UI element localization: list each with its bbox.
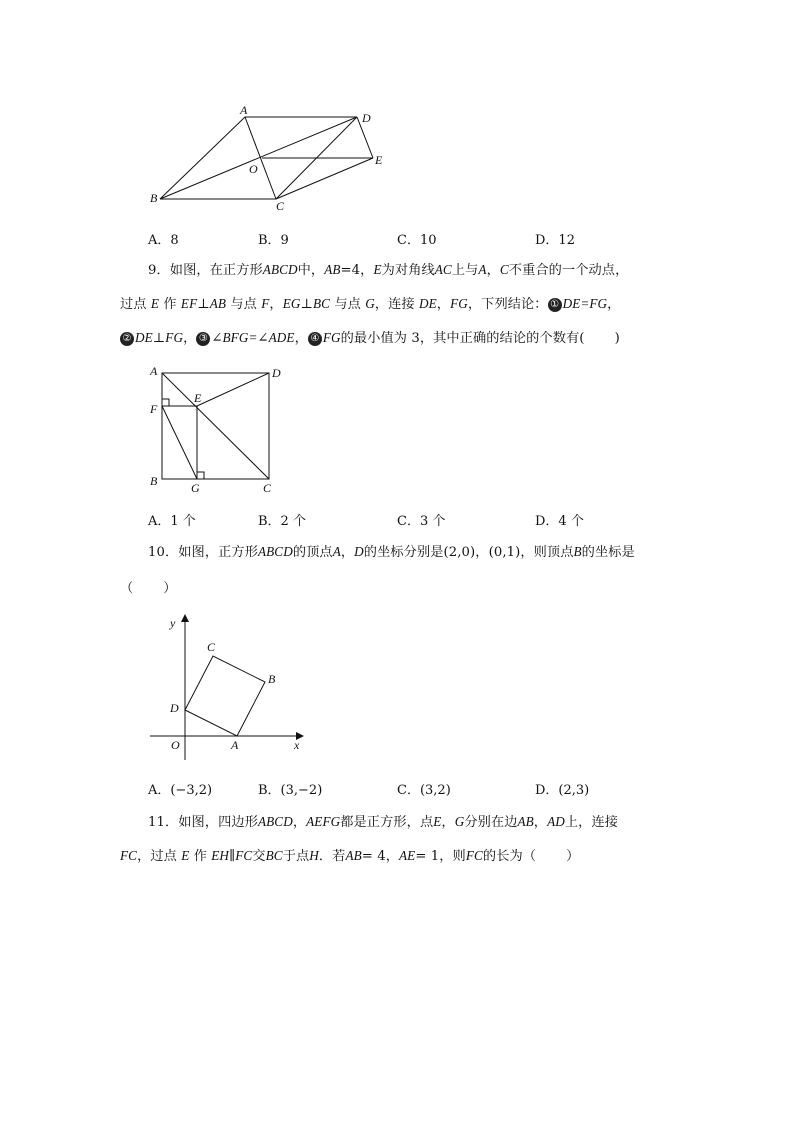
q11-line-2: FC，过点 E 作 EH∥FC交BC于点H．若AB= 4，AE= 1，则FC的长为（ ） xyxy=(120,848,580,864)
q10-line-1: 10．如图，正方形ABCD的顶点A，D的坐标分别是(2,0)，(0,1)，则顶点B的坐标是 xyxy=(148,544,635,560)
q9-line-2: 过点 E 作 EF⊥AB 与点 F，EG⊥BC 与点 G，连接 DE，FG，下列结论： ① DE=FG， xyxy=(120,296,621,312)
q8-options xyxy=(148,229,748,251)
q11-line-1: 11．如图，四边形ABCD，AEFG都是正方形，点E，G分别在边AB，AD上，连接 xyxy=(148,814,619,830)
q9-option-c[interactable]: C．3 个 xyxy=(397,514,446,529)
q9-option-b[interactable]: B．2 个 xyxy=(258,514,306,529)
q8-option-a[interactable]: A．8 xyxy=(148,233,179,248)
q9-label-G: G xyxy=(191,481,200,495)
q10-option-a[interactable]: A．(−3,2) xyxy=(148,783,213,798)
q10-label-O: O xyxy=(171,738,180,752)
q10-label-D: D xyxy=(170,701,179,715)
q8-option-b[interactable]: B．9 xyxy=(258,233,289,248)
q9-option-a[interactable]: A．1 个 xyxy=(148,514,196,529)
q9-options xyxy=(148,510,748,532)
q9-line-3: ② DE⊥FG， ③ ∠BFG=∠ADE， ④ FG的最小值为 3，其中正确的结论的个数有( ) xyxy=(120,327,620,346)
q9-label-F: F xyxy=(150,402,158,416)
q8-label-D: D xyxy=(362,111,371,125)
q9-label-D: D xyxy=(272,366,281,380)
q9-square-figure xyxy=(140,362,290,497)
q10-option-c[interactable]: C．(3,2) xyxy=(397,783,451,798)
q9-label-C: C xyxy=(263,481,272,495)
q9-label-B: B xyxy=(150,474,158,488)
q8-parallelogram-figure xyxy=(140,100,400,215)
q8-label-A: A xyxy=(240,103,248,117)
q10-label-A: A xyxy=(231,738,239,752)
q8-label-E: E xyxy=(375,153,383,167)
q8-label-B: B xyxy=(150,191,158,205)
q10-line-2: （ ） xyxy=(120,581,177,596)
q8-label-C: C xyxy=(276,199,285,213)
q9-label-A: A xyxy=(150,364,158,378)
q10-label-y: y xyxy=(170,616,176,630)
q10-label-B: B xyxy=(268,672,276,686)
q9-label-E: E xyxy=(194,391,202,405)
q8-option-d[interactable]: D．12 xyxy=(535,233,575,248)
q10-label-x: x xyxy=(294,738,300,752)
q9-line-1: 9．如图，在正方形ABCD中，AB=4，E为对角线AC上与A，C不重合的一个动点， xyxy=(148,262,629,278)
q8-label-O: O xyxy=(249,162,258,176)
q10-coordinate-figure xyxy=(140,610,320,765)
q9-option-d[interactable]: D．4 个 xyxy=(535,514,584,529)
q8-option-c[interactable]: C．10 xyxy=(397,233,437,248)
q10-option-b[interactable]: B．(3,−2) xyxy=(258,783,323,798)
q10-label-C: C xyxy=(207,640,216,654)
q10-option-d[interactable]: D．(2,3) xyxy=(535,783,590,798)
q10-options xyxy=(148,779,748,801)
